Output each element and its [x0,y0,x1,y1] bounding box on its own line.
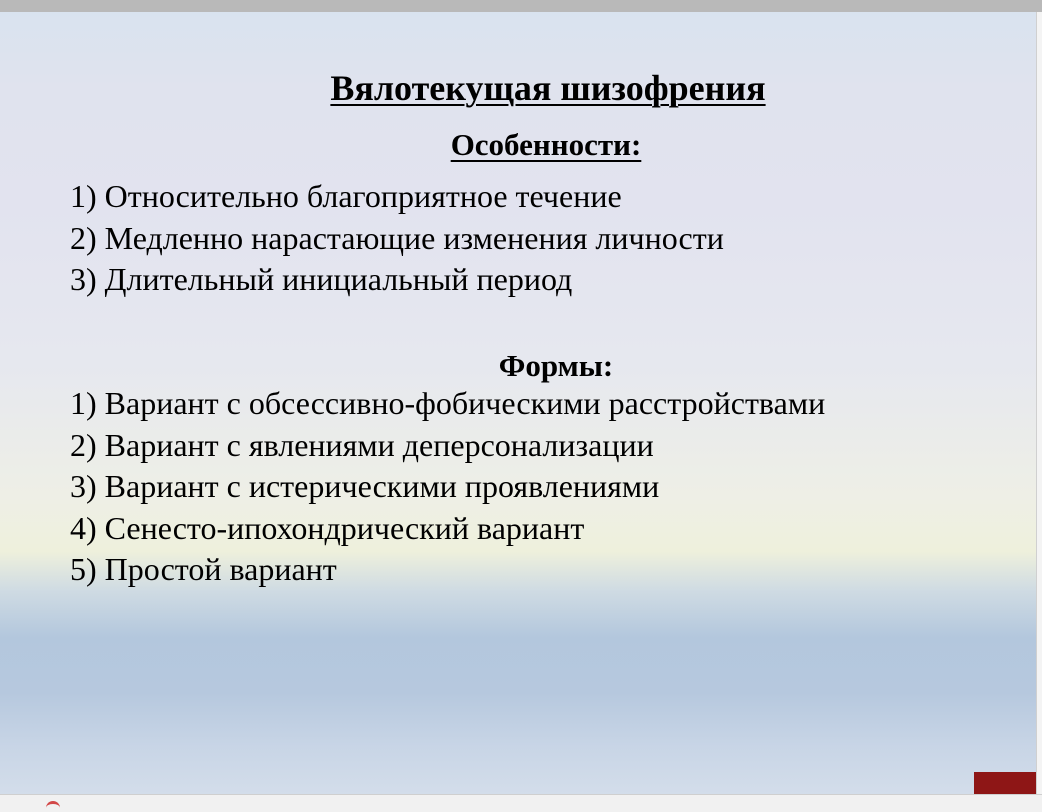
window-right-edge [1036,12,1042,794]
slide [0,12,1036,794]
forms-list [70,383,825,591]
slide-title: Вялотекущая шизофрения [330,68,766,108]
list-item: 4) Сенесто-ипохондрический вариант [70,509,585,546]
forms-heading: Формы: [498,348,614,383]
features-heading: Особенности: [450,127,642,162]
list-item: 1) Относительно благоприятное течение [70,178,622,214]
list-item: 2) Вариант с явлениями деперсонализации [70,426,654,463]
list-item: 5) Простой вариант [70,551,337,587]
list-item: 2) Медленно нарастающие изменения личности [70,219,724,256]
window-top-bar [0,0,1042,12]
features-list [70,176,724,301]
corner-accent-block [974,772,1036,794]
list-item: 3) Вариант с истерическими проявлениями [70,468,660,504]
list-item: 1) Вариант с обсессивно-фобическими расстройствами [70,385,826,421]
app-logo-icon [46,801,60,812]
list-item: 3) Длительный инициальный период [70,261,573,297]
window-bottom-bar [0,794,1042,812]
